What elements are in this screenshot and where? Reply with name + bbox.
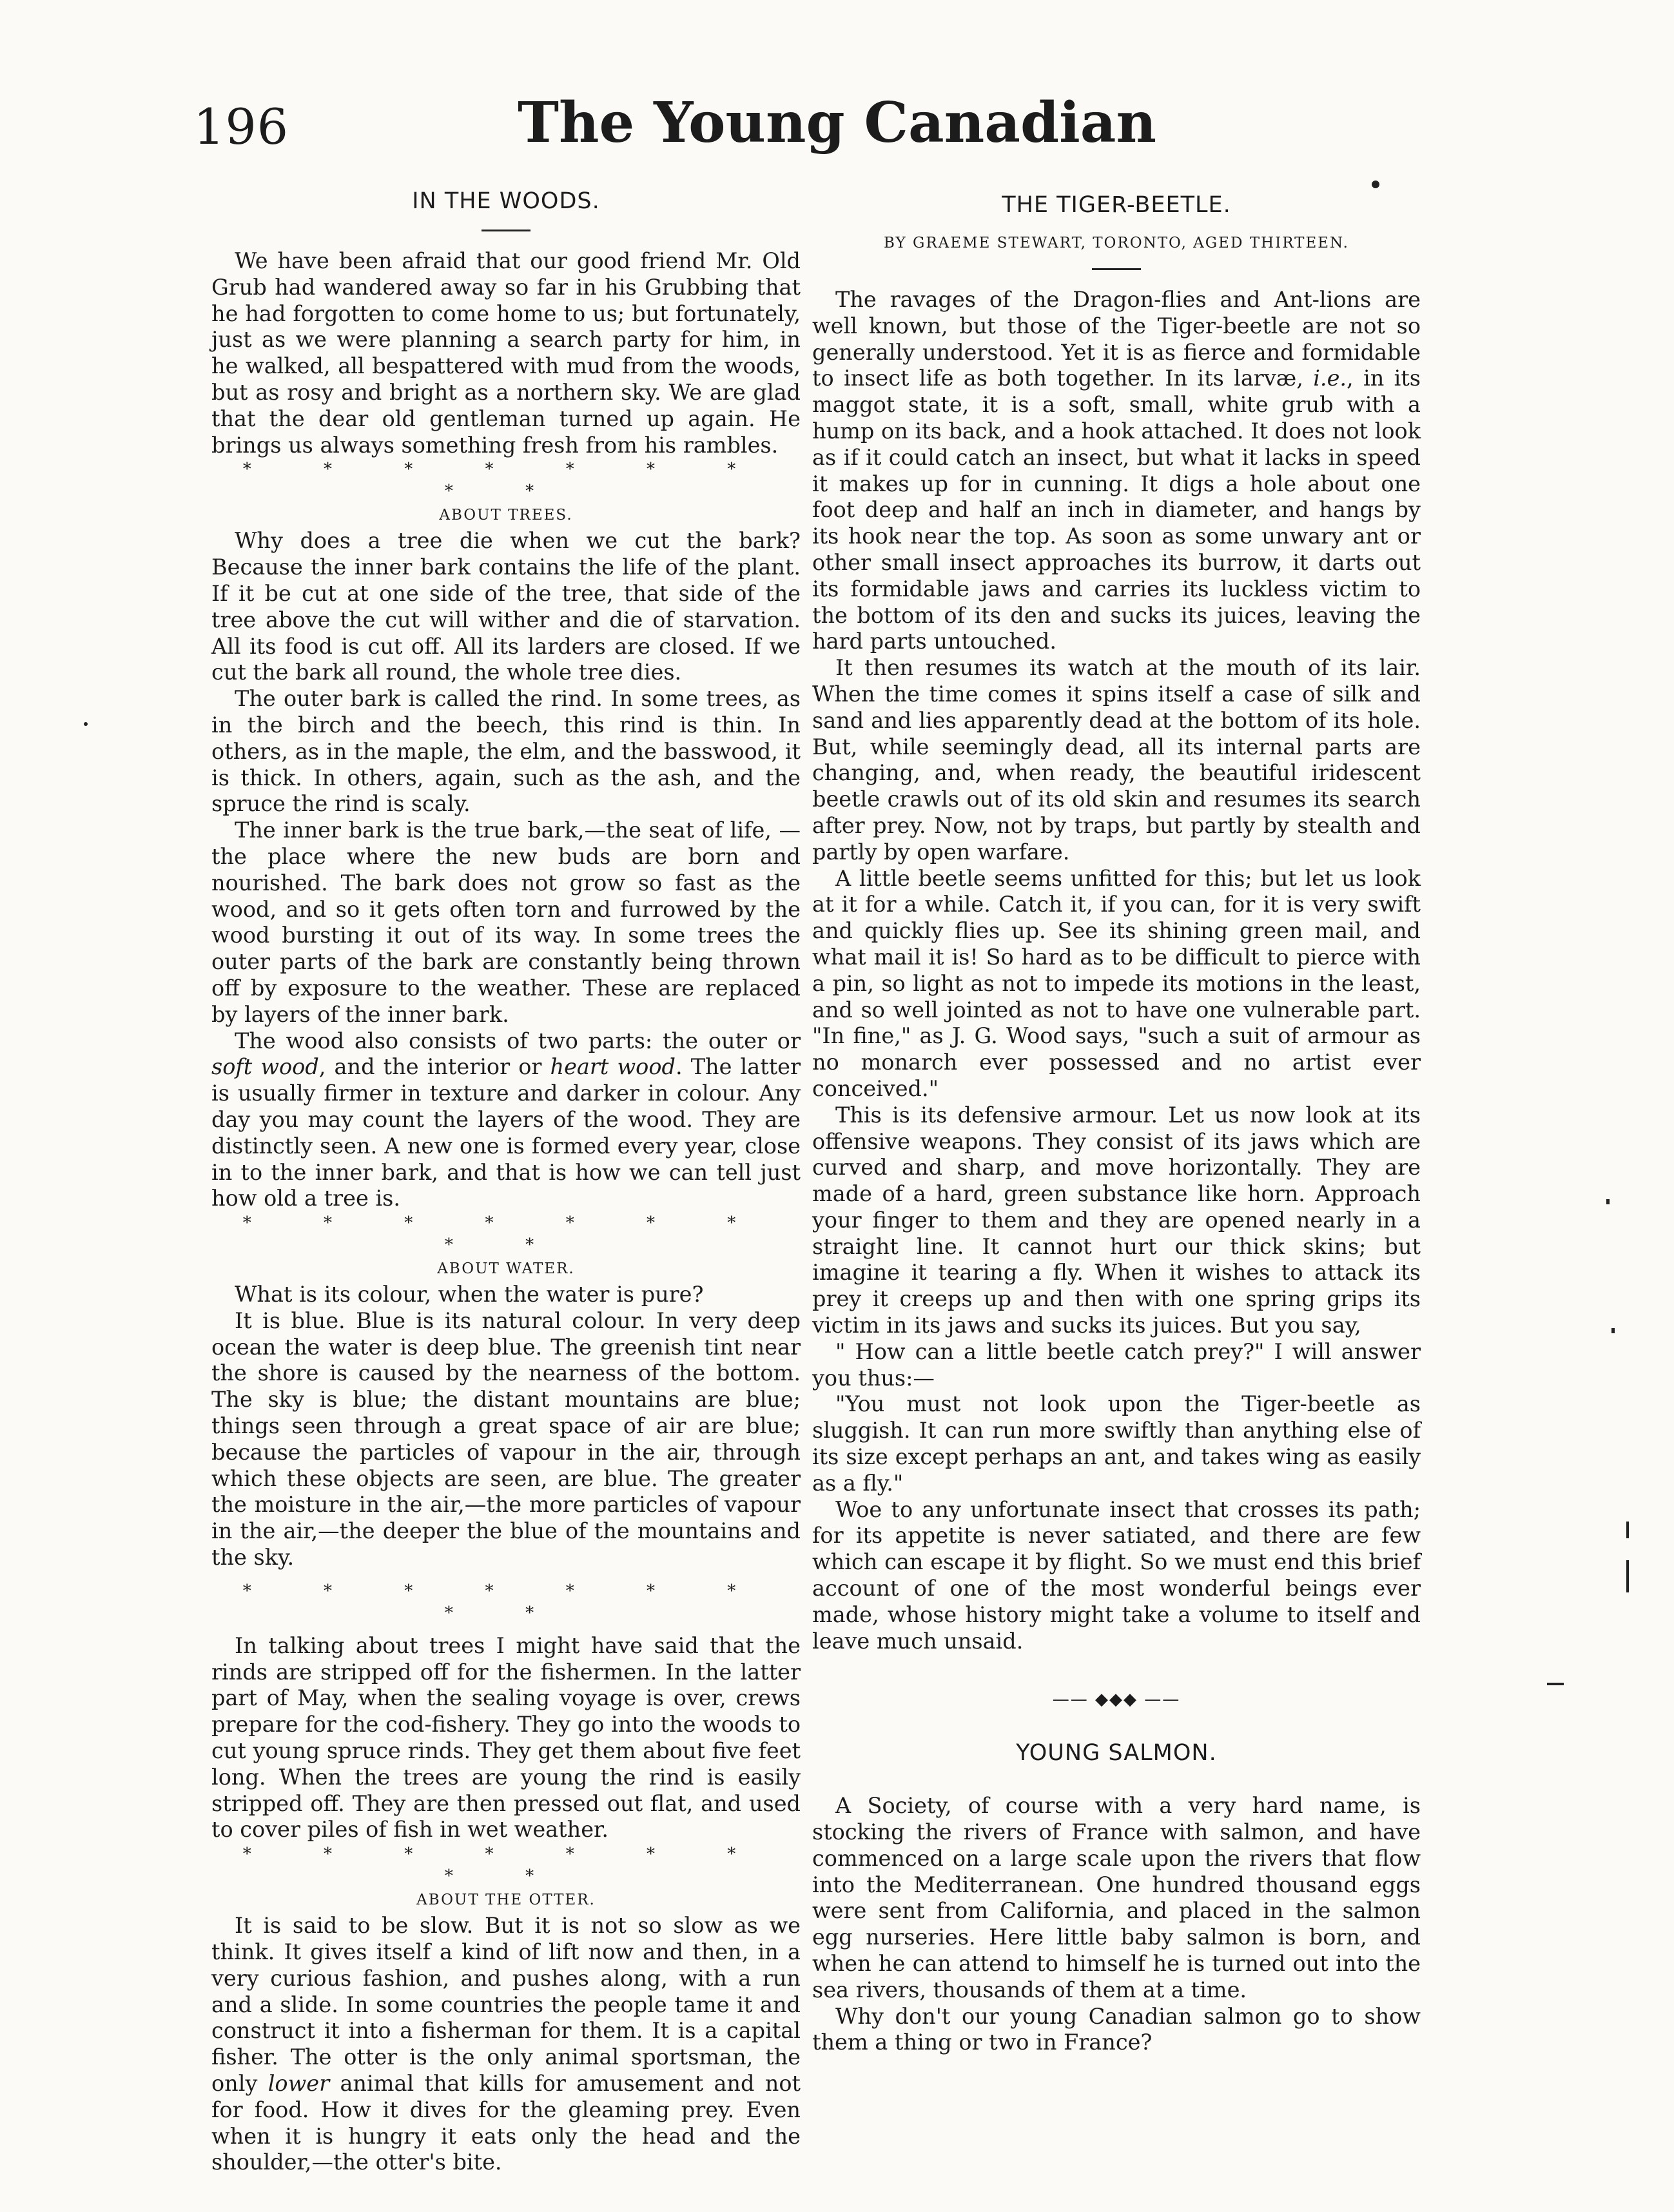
beetle-paragraph-5: " How can a little beetle catch prey?" I will answer you thus:— [812,1338,1421,1391]
water-heading: ABOUT WATER. [437,1260,575,1278]
woods-intro: We have been afraid that our good friend Mr. Old Grub had wandered away so far in his Grubbing that he had forgotten to come home to us; but fortunately, just as we were planning a search party for him, in he walked, all bespattered with mud from the woods, but as rosy and bright as a northern sky. We are glad that the dear old gentleman turned up again. He brings us always something fresh from his rambles. [211,248,801,458]
margin-mark [1626,1560,1629,1592]
beetle-paragraph-2: It then resumes its watch at the mouth of its lair. When the time comes it spins itself a case of silk and sand and lies apparently dead at the bottom of its hole. But, while seemingly dead, all its internal parts are changing, and, when ready, the beautiful iridescent beetle crawls out of its old skin and resumes its search after prey. Now, not by traps, but partly by stealth and partly by open warfare. [812,655,1421,865]
salmon-paragraph-1: A Society, of course with a very hard name, is stocking the rivers of France with salmon, and have commenced on a large scale upon the rivers that flow into the Mediterranean. One hundred thousand eggs were sent from California, and placed in the salmon egg nurseries. Here little baby salmon is born, and when he can attend to himself he is turned out into the sea rivers, thousands of them at a time. [812,1793,1421,2002]
trees-heading: ABOUT TREES. [439,507,573,524]
left-column [211,187,801,2176]
star-divider: * * * * * * * * * [242,460,770,502]
section-divider: —— ◆◆◆ —— [1052,1690,1181,1710]
beetle-paragraph-6: "You must not look upon the Tiger-beetle as sluggish. It can run more swiftly than anything else of its size except perhaps an ant, and takes wing as easily as a fly." [812,1391,1421,1496]
star-divider: * * * * * * * * * [242,1581,770,1623]
trees-p4-text-b: , and the interior or [318,1054,550,1080]
water-paragraph-2: It is blue. Blue is its natural colour. In very deep ocean the water is deep blue. The greenish tint near the shore is caused by the nearness of the bottom. The sky is blue; the distant mountains are blue; things seen through a great space of air are blue; because the particles of vapour in the air, through which these objects are seen, are blue. The greater the moisture in the air,—the more particles of vapour in the air,—the deeper the blue of the mountains and the sky. [211,1307,801,1571]
beetle-paragraph-4: This is its defensive armour. Let us now look at its offensive weapons. They consist of its jaws which are curved and sharp, and move horizontally. They are made of a hard, green substance like horn. Approach your finger to them and they are opened nearly in a straight line. It cannot hurt our thick skins; but imagine it tearing a fly. When it wishes to attack its prey it creeps up and then with one spring grips its victim in its jaws and sucks its juices. But you say, [812,1102,1421,1338]
salmon-title: YOUNG SALMON. [1016,1740,1217,1767]
star-divider: * * * * * * * * * [242,1213,770,1255]
trees-paragraph-4 [211,1028,801,1213]
heart-wood-term: heart wood [550,1054,676,1080]
beetle-p1-text-a: The ravages of the Dragon-flies and Ant-lions are well known, but those of the Tiger-beetle are not so generally understood. Yet it is as fierce and formidable to insect life as both together. In its larvæ, [812,287,1421,391]
margin-mark [1606,1199,1610,1204]
beetle-title: THE TIGER-BEETLE. [1002,192,1231,218]
otter-heading: ABOUT THE OTTER. [416,1892,596,1909]
soft-wood-term: soft wood [211,1054,319,1080]
beetle-p1-text-b: , in its maggot state, it is a soft, small, white grub with a hump on its back, and a hook attached. It does not look as if it could catch an insect, but what it lacks in speed it makes up for in cunning. It digs a hole about one foot deep and half an inch in diameter, and hangs by its hook near the top. As soon as some unwary ant or other small insect approaches its burrow, it darts out its formidable jaws and carries its luckless victim to the bottom of its den and sucks its juices, leaving the hard parts untouched. [812,366,1421,654]
lower-term: lower [268,2071,330,2097]
margin-mark [84,722,88,726]
otter-text-b: animal that kills for amusement and not for food. How it dives for the gleaming prey. Even when it is hungry it eats only the head and the shoulder,—the otter's bite. [211,2071,801,2175]
rinds-paragraph: In talking about trees I might have said that the rinds are stripped off for the fishermen. In the latter part of May, when the sealing voyage is over, crews prepare for the cod-fishery. They go into the woods to cut young spruce rinds. They get them about five feet long. When the trees are young the rind is easily stripped off. They are then pressed out flat, and used to cover piles of fish in wet weather. [211,1632,801,1843]
trees-paragraph-2: The outer bark is called the rind. In some trees, as in the birch and the beech, this rind is thin. In others, as in the maple, the elm, and the basswood, it is thick. In others, again, such as the ash, and the spruce the rind is scaly. [211,686,801,817]
page-number: 196 [193,98,289,155]
beetle-paragraph-7: Woe to any unfortunate insect that crosses its path; for its appetite is never satiated, and there are few which can escape it by flight. So we must end this brief account of one of the most wonderful beings ever made, whose history might take a volume to itself and leave much unsaid. [812,1496,1421,1654]
beetle-paragraph-3: A little beetle seems unfitted for this; but let us look at it for a while. Catch it, if you can, for it is very swift and quickly flies up. See its shining green mail, and what mail it is! So hard as to be difficult to pierce with a pin, so light as not to impede its motions in the least, and so well jointed as not to have one vulnerable part. "In fine," as J. G. Wood says, "such a suit of armour as no monarch ever possessed and no artist ever conceived." [812,865,1421,1101]
right-column [812,187,1421,2056]
water-paragraph-1: What is its colour, when the water is pure? [235,1282,704,1307]
salmon-paragraph-2: Why don't our young Canadian salmon go to show them a thing or two in France? [812,2003,1421,2055]
star-divider: * * * * * * * * * [242,1845,770,1886]
otter-paragraph [211,1913,801,2176]
ie-term: i.e. [1313,366,1347,391]
margin-mark [1626,1522,1629,1538]
trees-p4-text-c: . The latter is usually firmer in texture and darker in colour. Any day you may count the layers of the wood. They are distinctly seen. A new one is formed every year, close in to the inner bark, and that is how we can tell just how old a tree is. [211,1054,801,1211]
margin-mark [1547,1683,1564,1685]
trees-paragraph-3: The inner bark is the true bark,—the seat of life, —the place where the new buds are born and nourished. The bark does not grow so fast as the wood, and so it gets often torn and furrowed by the wood bursting it out of its way. In some trees the outer parts of the bark are constantly being thrown off by exposure to the weather. These are replaced by layers of the inner bark. [211,817,801,1027]
otter-text-a: It is said to be slow. But it is not so slow as we think. It gives itself a kind of lift now and then, in a very curious fashion, and pushes along, with a run and a slide. In some countries the people tame it and construct it into a fisherman for them. It is a capital fisher. The otter is the only animal sportsman, the only [211,1913,801,2097]
trees-paragraph-1: Why does a tree die when we cut the bark? Because the inner bark contains the life of the plant. If it be cut at one side of the tree, that side of the tree above the cut will wither and die of starvation. All its food is cut off. All its larders are closed. If we cut the bark all round, the whole tree dies. [211,528,801,685]
trees-p4-text-a: The wood also consists of two parts: the outer or [235,1028,801,1053]
title-rule [482,230,530,231]
byline-rule [1092,268,1141,270]
margin-mark [1611,1328,1615,1333]
beetle-paragraph-1 [812,287,1421,655]
masthead-title: The Young Canadian [517,90,1157,155]
woods-title: IN THE WOODS. [412,188,600,214]
beetle-byline: BY GRAEME STEWART, TORONTO, AGED THIRTEEN. [884,235,1349,251]
